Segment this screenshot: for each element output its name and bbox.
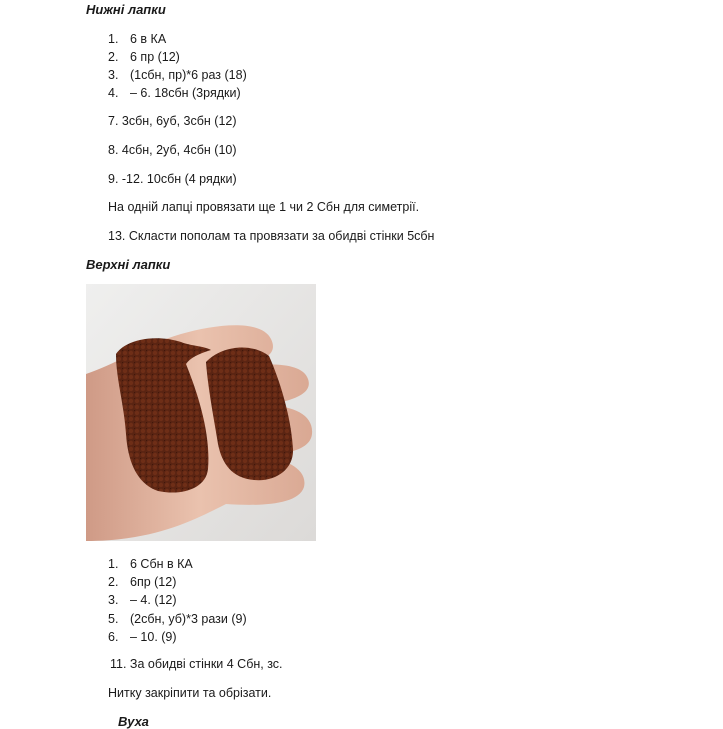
instruction-row-9-12: 9. -12. 10сбн (4 рядки) <box>108 172 237 186</box>
section-heading-ears: Вуха <box>118 714 149 729</box>
instruction-row-11: 11. За обидві стінки 4 Сбн, зс. <box>110 657 283 671</box>
instruction-row-13: 13. Скласти пополам та провязати за обидві стінки 5сбн <box>108 229 435 243</box>
section-heading-upper-paws: Верхні лапки <box>86 257 171 272</box>
section-heading-lower-paws: Нижні лапки <box>86 2 166 17</box>
instruction-row-8: 8. 4сбн, 2уб, 4сбн (10) <box>108 143 237 157</box>
instruction-fasten-off: Нитку закріпити та обрізати. <box>108 686 272 700</box>
crochet-paws-photo <box>86 284 316 541</box>
instruction-note-symmetry: На одній лапці провязати ще 1 чи 2 Сбн для симетрії. <box>108 200 420 214</box>
photo-illustration <box>86 284 316 541</box>
instruction-row-7: 7. 3сбн, 6уб, 3сбн (12) <box>108 114 237 128</box>
